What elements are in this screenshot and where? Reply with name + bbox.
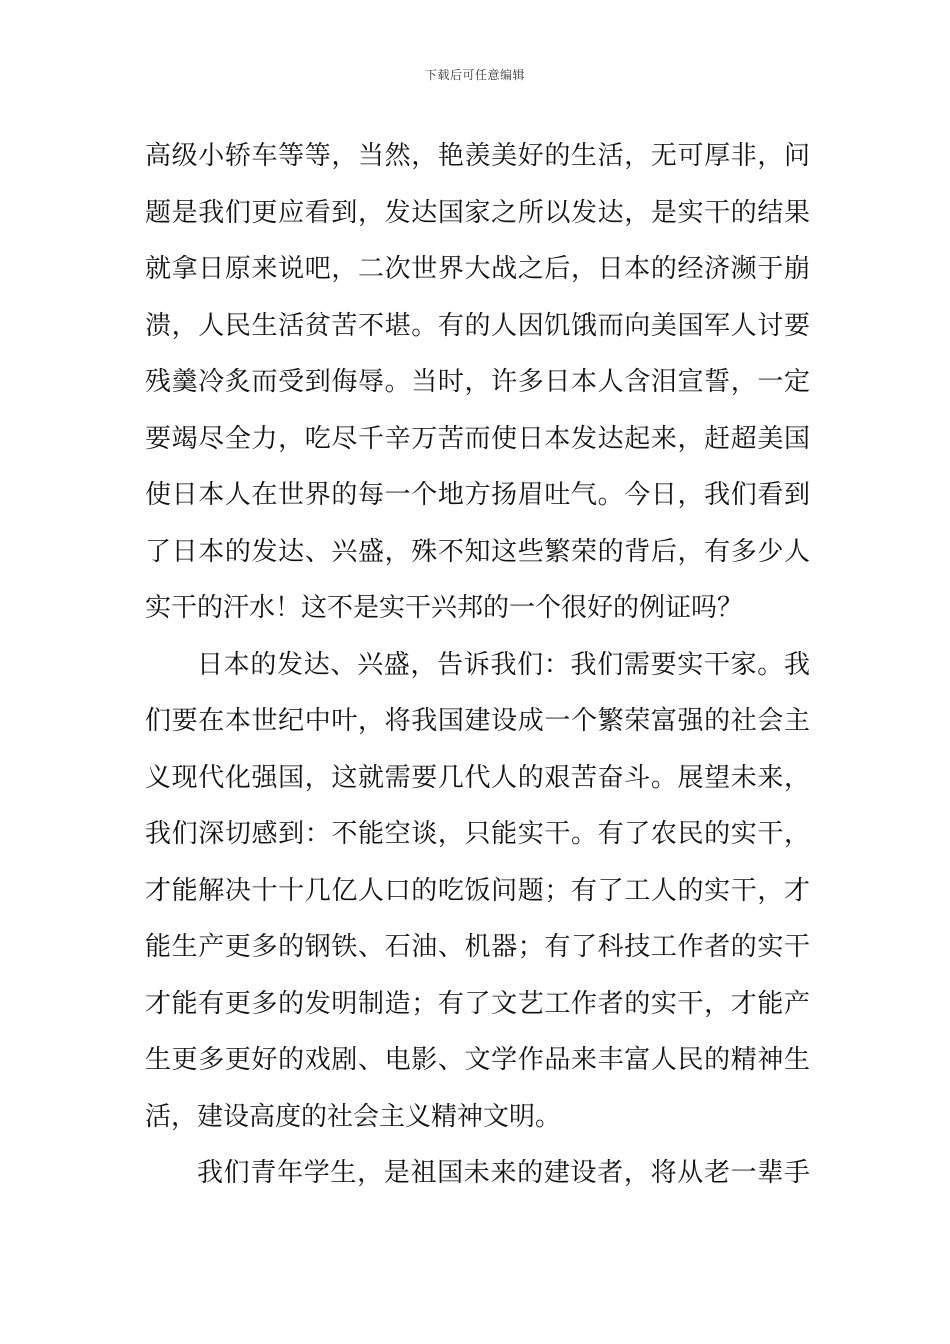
text-line: 使日本人在世界的每一个地方扬眉吐气。今日，我们看到 bbox=[145, 480, 810, 510]
text-line: 才能有更多的发明制造；有了文艺工作者的实干，才能产 bbox=[145, 988, 810, 1019]
text-line: 我们深切感到：不能空谈，只能实干。有了农民的实干， bbox=[145, 819, 810, 849]
text-line: 了日本的发达、兴盛，殊不知这些繁荣的背后，有多少人 bbox=[145, 536, 810, 567]
text-line: 们要在本世纪中叶，将我国建设成一个繁荣富强的社会主 bbox=[145, 706, 810, 736]
text-line: 义现代化强国，这就需要几代人的艰苦奋斗。展望未来， bbox=[145, 762, 810, 793]
text-line: 日本的发达、兴盛，告诉我们：我们需要实干家。我 bbox=[197, 649, 810, 680]
text-line: 我们青年学生，是祖国未来的建设者，将从老一辈手 bbox=[197, 1158, 810, 1188]
text-line: 题是我们更应看到，发达国家之所以发达，是实干的结果 bbox=[145, 197, 810, 228]
text-line: 才能解决十十几亿人口的吃饭问题；有了工人的实干，才 bbox=[145, 875, 810, 906]
text-line: 要竭尽全力，吃尽千辛万苦而使日本发达起来，赶超美国 bbox=[145, 423, 810, 454]
text-line: 残羹冷炙而受到侮辱。当时，许多日本人含泪宣誓，一定 bbox=[145, 367, 810, 397]
text-line: 高级小轿车等等，当然，艳羡美好的生活，无可厚非，问 bbox=[145, 141, 810, 171]
text-line: 溃，人民生活贫苦不堪。有的人因饥饿而向美国军人讨要 bbox=[145, 310, 810, 341]
text-line: 生更多更好的戏剧、电影、文学作品来丰富人民的精神生 bbox=[145, 1045, 810, 1075]
text-line: 就拿日原来说吧，二次世界大战之后，日本的经济濒于崩 bbox=[145, 254, 810, 284]
text-line: 实干的汗水！这不是实干兴邦的一个很好的例证吗？ bbox=[145, 593, 744, 623]
document-body bbox=[145, 128, 810, 1202]
text-line: 活，建设高度的社会主义精神文明。 bbox=[145, 1101, 562, 1132]
page-header: 下载后可任意编辑 bbox=[424, 68, 525, 82]
text-line: 能生产更多的钢铁、石油、机器；有了科技工作者的实干 bbox=[145, 932, 810, 962]
